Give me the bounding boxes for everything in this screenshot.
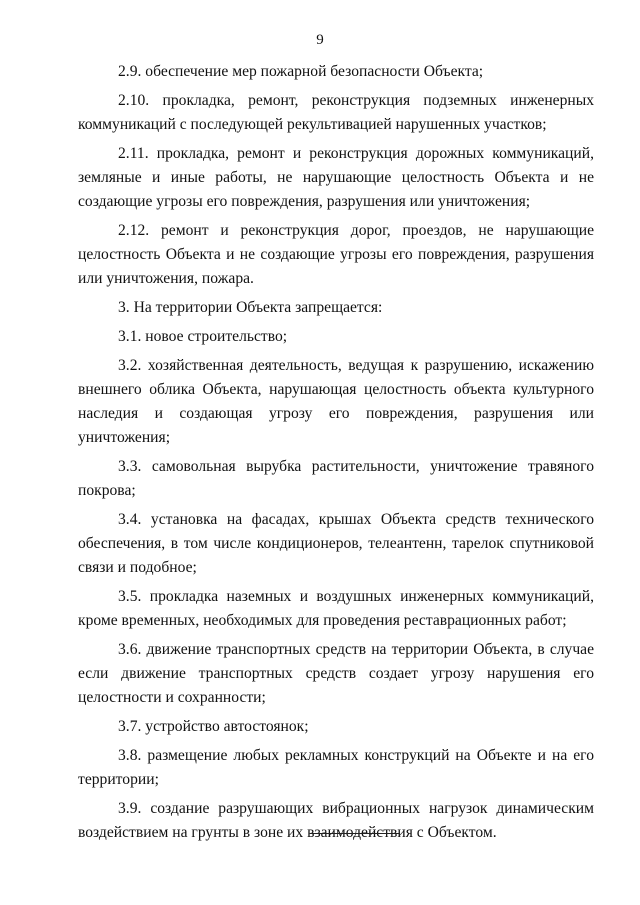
paragraph-3-6: 3.6. движение транспортных средств на территории Объекта, в случае если движение транспортных средств создает угрозу нарушения его целостности и сохранности; bbox=[78, 641, 594, 706]
paragraph-3-9: 3.9. создание разрушающих вибрационных нагрузок динамическим воздействием на грунты в зоне их взаимодействия с Объектом. bbox=[78, 800, 594, 841]
section-3-heading: 3. На территории Объекта запрещается: bbox=[118, 299, 383, 316]
paragraph-3-3: 3.3. самовольная вырубка растительности, уничтожение травяного покрова; bbox=[78, 458, 594, 499]
paragraph-3-2: 3.2. хозяйственная деятельность, ведущая к разрушению, искажению внешнего облика Объекта, нарушающая целостность объекта культурного наследия и создающая угрозу его повреждения, разрушения или уничтожения; bbox=[78, 357, 594, 446]
paragraph-3-1: 3.1. новое строительство; bbox=[118, 328, 288, 345]
paragraph-2-12: 2.12. ремонт и реконструкция дорог, проездов, не нарушающие целостность Объекта и не создающие угрозы его повреждения, разрушения или уничтожения, пожара. bbox=[78, 222, 594, 287]
paragraph-2-9: 2.9. обеспечение мер пожарной безопасности Объекта; bbox=[118, 63, 484, 80]
paragraph-2-11: 2.11. прокладка, ремонт и реконструкция дорожных коммуникаций, земляные и иные работы, не нарушающие целостность Объекта и не создающие угрозы его повреждения, разрушения или уничтожения; bbox=[78, 145, 594, 210]
paragraph-3-7: 3.7. устройство автостоянок; bbox=[118, 718, 309, 735]
closing-separator-line bbox=[310, 833, 400, 834]
document-body bbox=[78, 60, 594, 850]
page-number: 9 bbox=[316, 32, 324, 48]
paragraph-2-10: 2.10. прокладка, ремонт, реконструкция подземных инженерных коммуникаций с последующей рекультивацией нарушенных участков; bbox=[78, 92, 594, 133]
paragraph-3-5: 3.5. прокладка наземных и воздушных инженерных коммуникаций, кроме временных, необходимых для проведения реставрационных работ; bbox=[78, 588, 594, 629]
paragraph-3-4: 3.4. установка на фасадах, крышах Объекта средств технического обеспечения, в том числе кондиционеров, телеантенн, тарелок спутниковой связи и подобное; bbox=[78, 511, 594, 576]
paragraph-3-8: 3.8. размещение любых рекламных конструкций на Объекте и на его территории; bbox=[78, 747, 594, 788]
